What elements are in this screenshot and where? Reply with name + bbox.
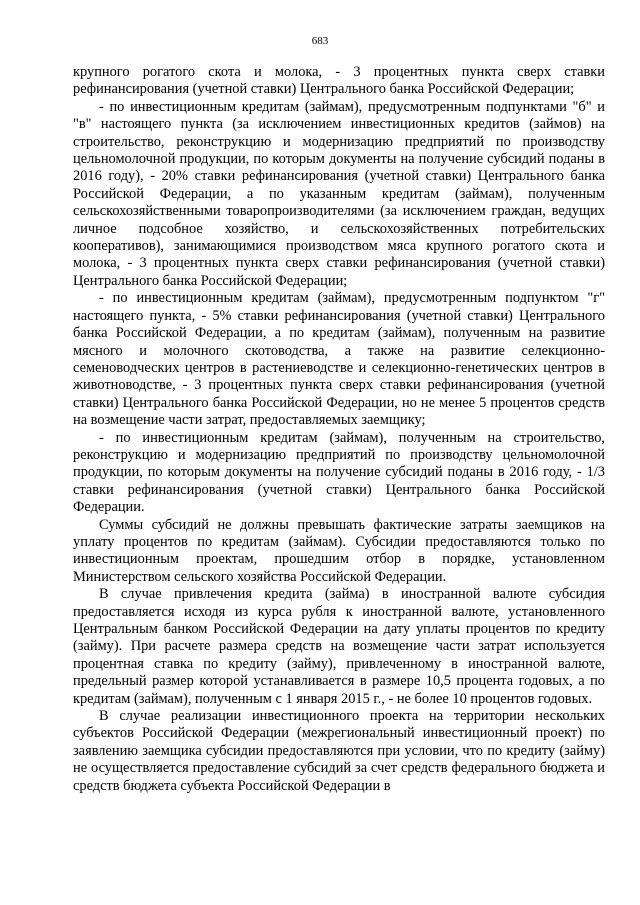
paragraph-subsidy-item-g: - по инвестиционным кредитам (займам), предусмотренным подпунктом "г" настоящего пункта, - 5% ставки рефинансирования (учетной ставки) Центрального банка Российской Федерации, а по кредитам (займам), полученным на развитие мясного и молочного скотоводства, а также на развитие селекционно-семеноводческих центров в растениеводстве и селекционно-генетических центров в животноводстве, - 3 процентных пункта сверх ставки рефинансирования (учетной ставки) Центрального банка Российской Федерации, но не менее 5 процентов средств на возмещение части затрат, предоставляемых заемщику;	[73, 290, 605, 429]
paragraph-foreign-currency: В случае привлечения кредита (займа) в иностранной валюте субсидия предоставляется исходя из курса рубля к иностранной валюте, установленного Центральным банком Российской Федерации на дату уплаты процентов по кредиту (займу). При расчете размера средств на возмещение части затрат используется процентная ставка по кредиту (займу), привлеченному в иностранной валюте, предельный размер которой устанавливается в размере 10,5 процента годовых, а по кредитам (займам), полученным с 1 января 2015 г., - не более 10 процентов годовых.	[73, 586, 605, 707]
document-body	[73, 64, 605, 795]
paragraph-whole-milk-production: - по инвестиционным кредитам (займам), полученным на строительство, реконструкцию и модернизацию предприятий по производству цельномолочной продукции, по которым документы на получение субсидий поданы в 2016 году, - 1/3 ставки рефинансирования (учетной ставки) Центрального банка Российской Федерации.	[73, 429, 605, 516]
paragraph-continuation: крупного рогатого скота и молока, - 3 процентных пункта сверх ставки рефинансирования (учетной ставки) Центрального банка Российской Федерации;	[73, 64, 605, 98]
page-number: 683	[311, 35, 329, 47]
paragraph-interregional-project: В случае реализации инвестиционного проекта на территории нескольких субъектов Российской Федерации (межрегиональный инвестиционный проект) по заявлению заемщика субсидии предоставляются при условии, что по кредиту (займу) не осуществляется предоставление субсидий за счет средств федерального бюджета и средств бюджета субъекта Российской Федерации в	[73, 708, 605, 794]
paragraph-subsidy-limits: Суммы субсидий не должны превышать фактические затраты заемщиков на уплату процентов по кредитам (займам). Субсидии предоставляются только по инвестиционным проектам, прошедшим отбор в порядке, установленном Министерством сельского хозяйства Российской Федерации.	[73, 516, 605, 585]
paragraph-subsidy-items-b-v: - по инвестиционным кредитам (займам), предусмотренным подпунктами "б" и "в" настоящего пункта (за исключением инвестиционных кредитов (займов) на строительство, реконструкцию и модернизацию предприятий по производству цельномолочной продукции, по которым документы на получение субсидий поданы в 2016 году), - 20% ставки рефинансирования (учетной ставки) Центрального банка Российской Федерации, а по указанным кредитам (займам), полученным сельскохозяйственными товаропроизводителями (за исключением граждан, ведущих личное подсобное хозяйство, и сельскохозяйственных потребительских кооперативов), занимающимися производством мяса крупного рогатого скота и молока, - 3 процентных пункта сверх ставки рефинансирования (учетной ставки) Центрального банка Российской Федерации;	[73, 98, 605, 289]
